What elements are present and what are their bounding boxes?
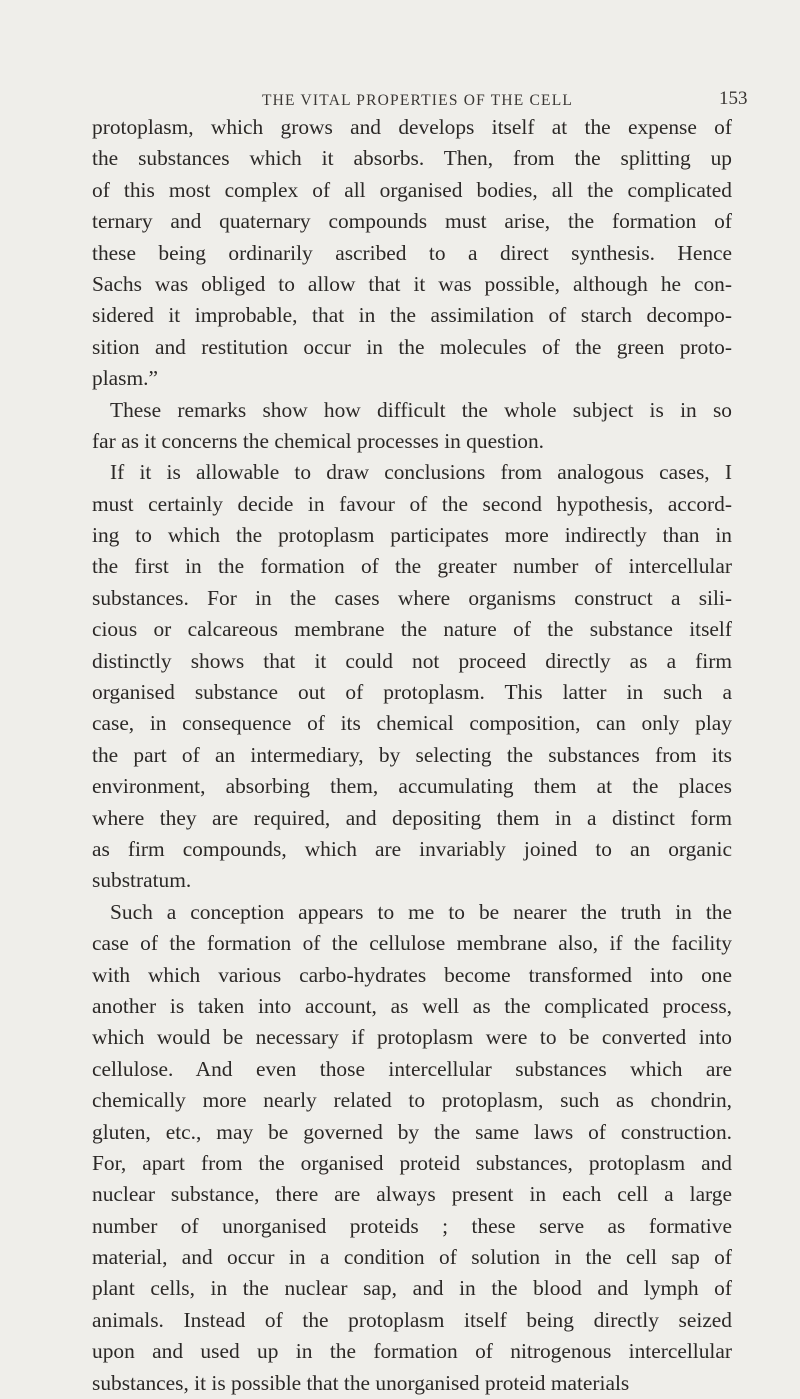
text-line: ternary and quaternary compounds must arise, the formation of (92, 209, 732, 234)
text-line: protoplasm, which grows and develops itself at the expense of (92, 115, 732, 139)
text-line: with which various carbo-hydrates become transformed into one (92, 962, 732, 987)
paragraph (92, 395, 732, 458)
text-line: which would be necessary if protoplasm were to be converted into (92, 1025, 732, 1050)
text-line: as firm compounds, which are invariably joined to an organic (92, 836, 732, 861)
text-line: gluten, etc., may be governed by the same laws of construction. (92, 1119, 732, 1144)
text-line: substances. For in the cases where organisms construct a sili- (92, 585, 732, 610)
text-line: Such a conception appears to me to be nearer the truth in the (110, 899, 732, 924)
text-line: organised substance out of protoplasm. This latter in such a (92, 680, 732, 705)
text-line: where they are required, and depositing them in a distinct form (92, 805, 732, 830)
text-line: distinctly shows that it could not proceed directly as a firm (92, 648, 732, 673)
page-number: 153 (719, 88, 748, 109)
text-line: plant cells, in the nuclear sap, and in the blood and lymph of (92, 1276, 732, 1301)
text-line: case, in consequence of its chemical composition, can only play (92, 711, 732, 736)
paragraph (92, 112, 732, 395)
text-line: cious or calcareous membrane the nature of the substance itself (92, 617, 732, 642)
text-line: must certainly decide in favour of the second hypothesis, accord- (92, 491, 732, 516)
text-line: upon and used up in the formation of nitrogenous intercellular (92, 1339, 732, 1364)
text-line: the part of an intermediary, by selecting the substances from its (92, 742, 732, 767)
text-line: case of the formation of the cellulose membrane also, if the facility (92, 931, 732, 956)
text-line: substratum. (92, 868, 192, 893)
text-line: For, apart from the organised proteid substances, protoplasm and (92, 1150, 732, 1175)
text-line: These remarks show how difficult the whole subject is in so (110, 397, 732, 422)
text-line: another is taken into account, as well as the complicated process, (92, 993, 732, 1018)
text-line: material, and occur in a condition of solution in the cell sap of (92, 1245, 732, 1270)
text-line: plasm.” (92, 366, 158, 391)
text-line: sition and restitution occur in the molecules of the green proto- (92, 334, 732, 359)
text-line: substances, it is possible that the unorganised proteid materials (92, 1370, 630, 1395)
text-line: ing to which the protoplasm participates more indirectly than in (92, 523, 732, 548)
paragraph (92, 457, 732, 896)
text-line: environment, absorbing them, accumulating them at the places (92, 774, 732, 799)
text-line: cellulose. And even those intercellular substances which are (92, 1056, 732, 1081)
text-line: far as it concerns the chemical processes in question. (92, 428, 545, 453)
paragraph (92, 897, 732, 1399)
text-line: number of unorganised proteids ; these serve as formative (92, 1213, 732, 1238)
text-line: animals. Instead of the protoplasm itself being directly seized (92, 1307, 732, 1332)
text-line: the substances which it absorbs. Then, from the splitting up (92, 146, 732, 171)
text-line: sidered it improbable, that in the assimilation of starch decompo- (92, 303, 732, 328)
body-text (92, 112, 732, 1399)
text-line: chemically more nearly related to protoplasm, such as chondrin, (92, 1088, 732, 1113)
text-line: the first in the formation of the greater number of intercellular (92, 554, 732, 579)
running-header: THE VITAL PROPERTIES OF THE CELL (262, 92, 574, 109)
text-line: of this most complex of all organised bodies, all the complicated (92, 177, 732, 202)
text-line: Sachs was obliged to allow that it was possible, although he con- (92, 271, 732, 296)
text-line: nuclear substance, there are always present in each cell a large (92, 1182, 732, 1207)
text-line: If it is allowable to draw conclusions from analogous cases, I (110, 460, 732, 485)
text-line: these being ordinarily ascribed to a direct synthesis. Hence (92, 240, 732, 265)
